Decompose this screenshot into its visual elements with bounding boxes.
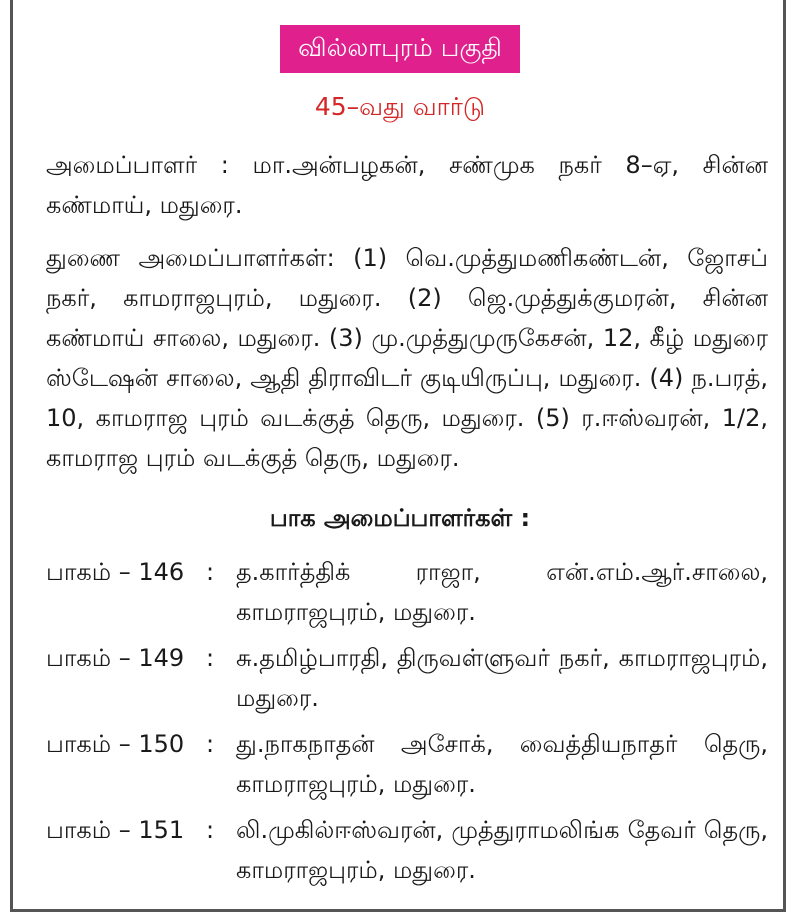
part-label: பாகம் – 150 [46, 730, 185, 758]
area-title-wrap [0, 25, 800, 73]
part-entry-149 [46, 638, 768, 718]
area-title-badge: வில்லாபுரம் பகுதி [280, 25, 520, 73]
part-entry-146 [46, 552, 768, 632]
deputies-paragraph: துணை அமைப்பாளர்கள்: (1) வெ.முத்துமணிகண்டன், ஜோசப் நகர், காமராஜபுரம், மதுரை. (2) ஜெ.முத்துக்குமரன், சின்ன கண்மாய் சாலை, மதுரை. (3) மு.முத்துமுருகேசன், 12, கீழ் மதுரை ஸ்டேஷன் சாலை, ஆதி திராவிடர் குடியிருப்பு, மதுரை. (4) ந.பரத், 10, காமராஜ புரம் வடக்குத் தெரு, மதுரை. (5) ர.ஈஸ்வரன், 1/2, காமராஜ புரம் வடக்குத் தெரு, மதுரை. [46, 244, 768, 472]
organizer-paragraph: அமைப்பாளர் : மா.அன்பழகன், சண்முக நகர் 8–ஏ, சின்ன கண்மாய், மதுரை. [46, 151, 768, 219]
part-label: பாகம் – 151 [46, 816, 185, 844]
part-text: லி.முகில்ஈஸ்வரன், முத்துராமலிங்க தேவர் தெரு, காமராஜபுரம், மதுரை. [236, 816, 768, 884]
part-colon: : [206, 816, 215, 844]
part-colon: : [206, 730, 215, 758]
part-text: து.நாகநாதன் அசோக், வைத்தியநாதர் தெரு, காமராஜபுரம், மதுரை. [236, 730, 768, 798]
part-text: சு.தமிழ்பாரதி, திருவள்ளுவர் நகர், காமராஜபுரம், மதுரை. [236, 644, 768, 712]
part-entry-151 [46, 810, 768, 890]
ward-title: 45–வது வார்டு [314, 92, 486, 121]
part-text: த.கார்த்திக் ராஜா, என்.எம்.ஆர்.சாலை, காமராஜபுரம், மதுரை. [236, 558, 768, 626]
part-entry-150 [46, 724, 768, 804]
part-colon: : [206, 558, 215, 586]
part-label: பாகம் – 149 [46, 644, 185, 672]
part-label: பாகம் – 146 [46, 558, 185, 586]
part-colon: : [206, 644, 215, 672]
parts-section-title: பாக அமைப்பாளர்கள் : [269, 504, 531, 532]
